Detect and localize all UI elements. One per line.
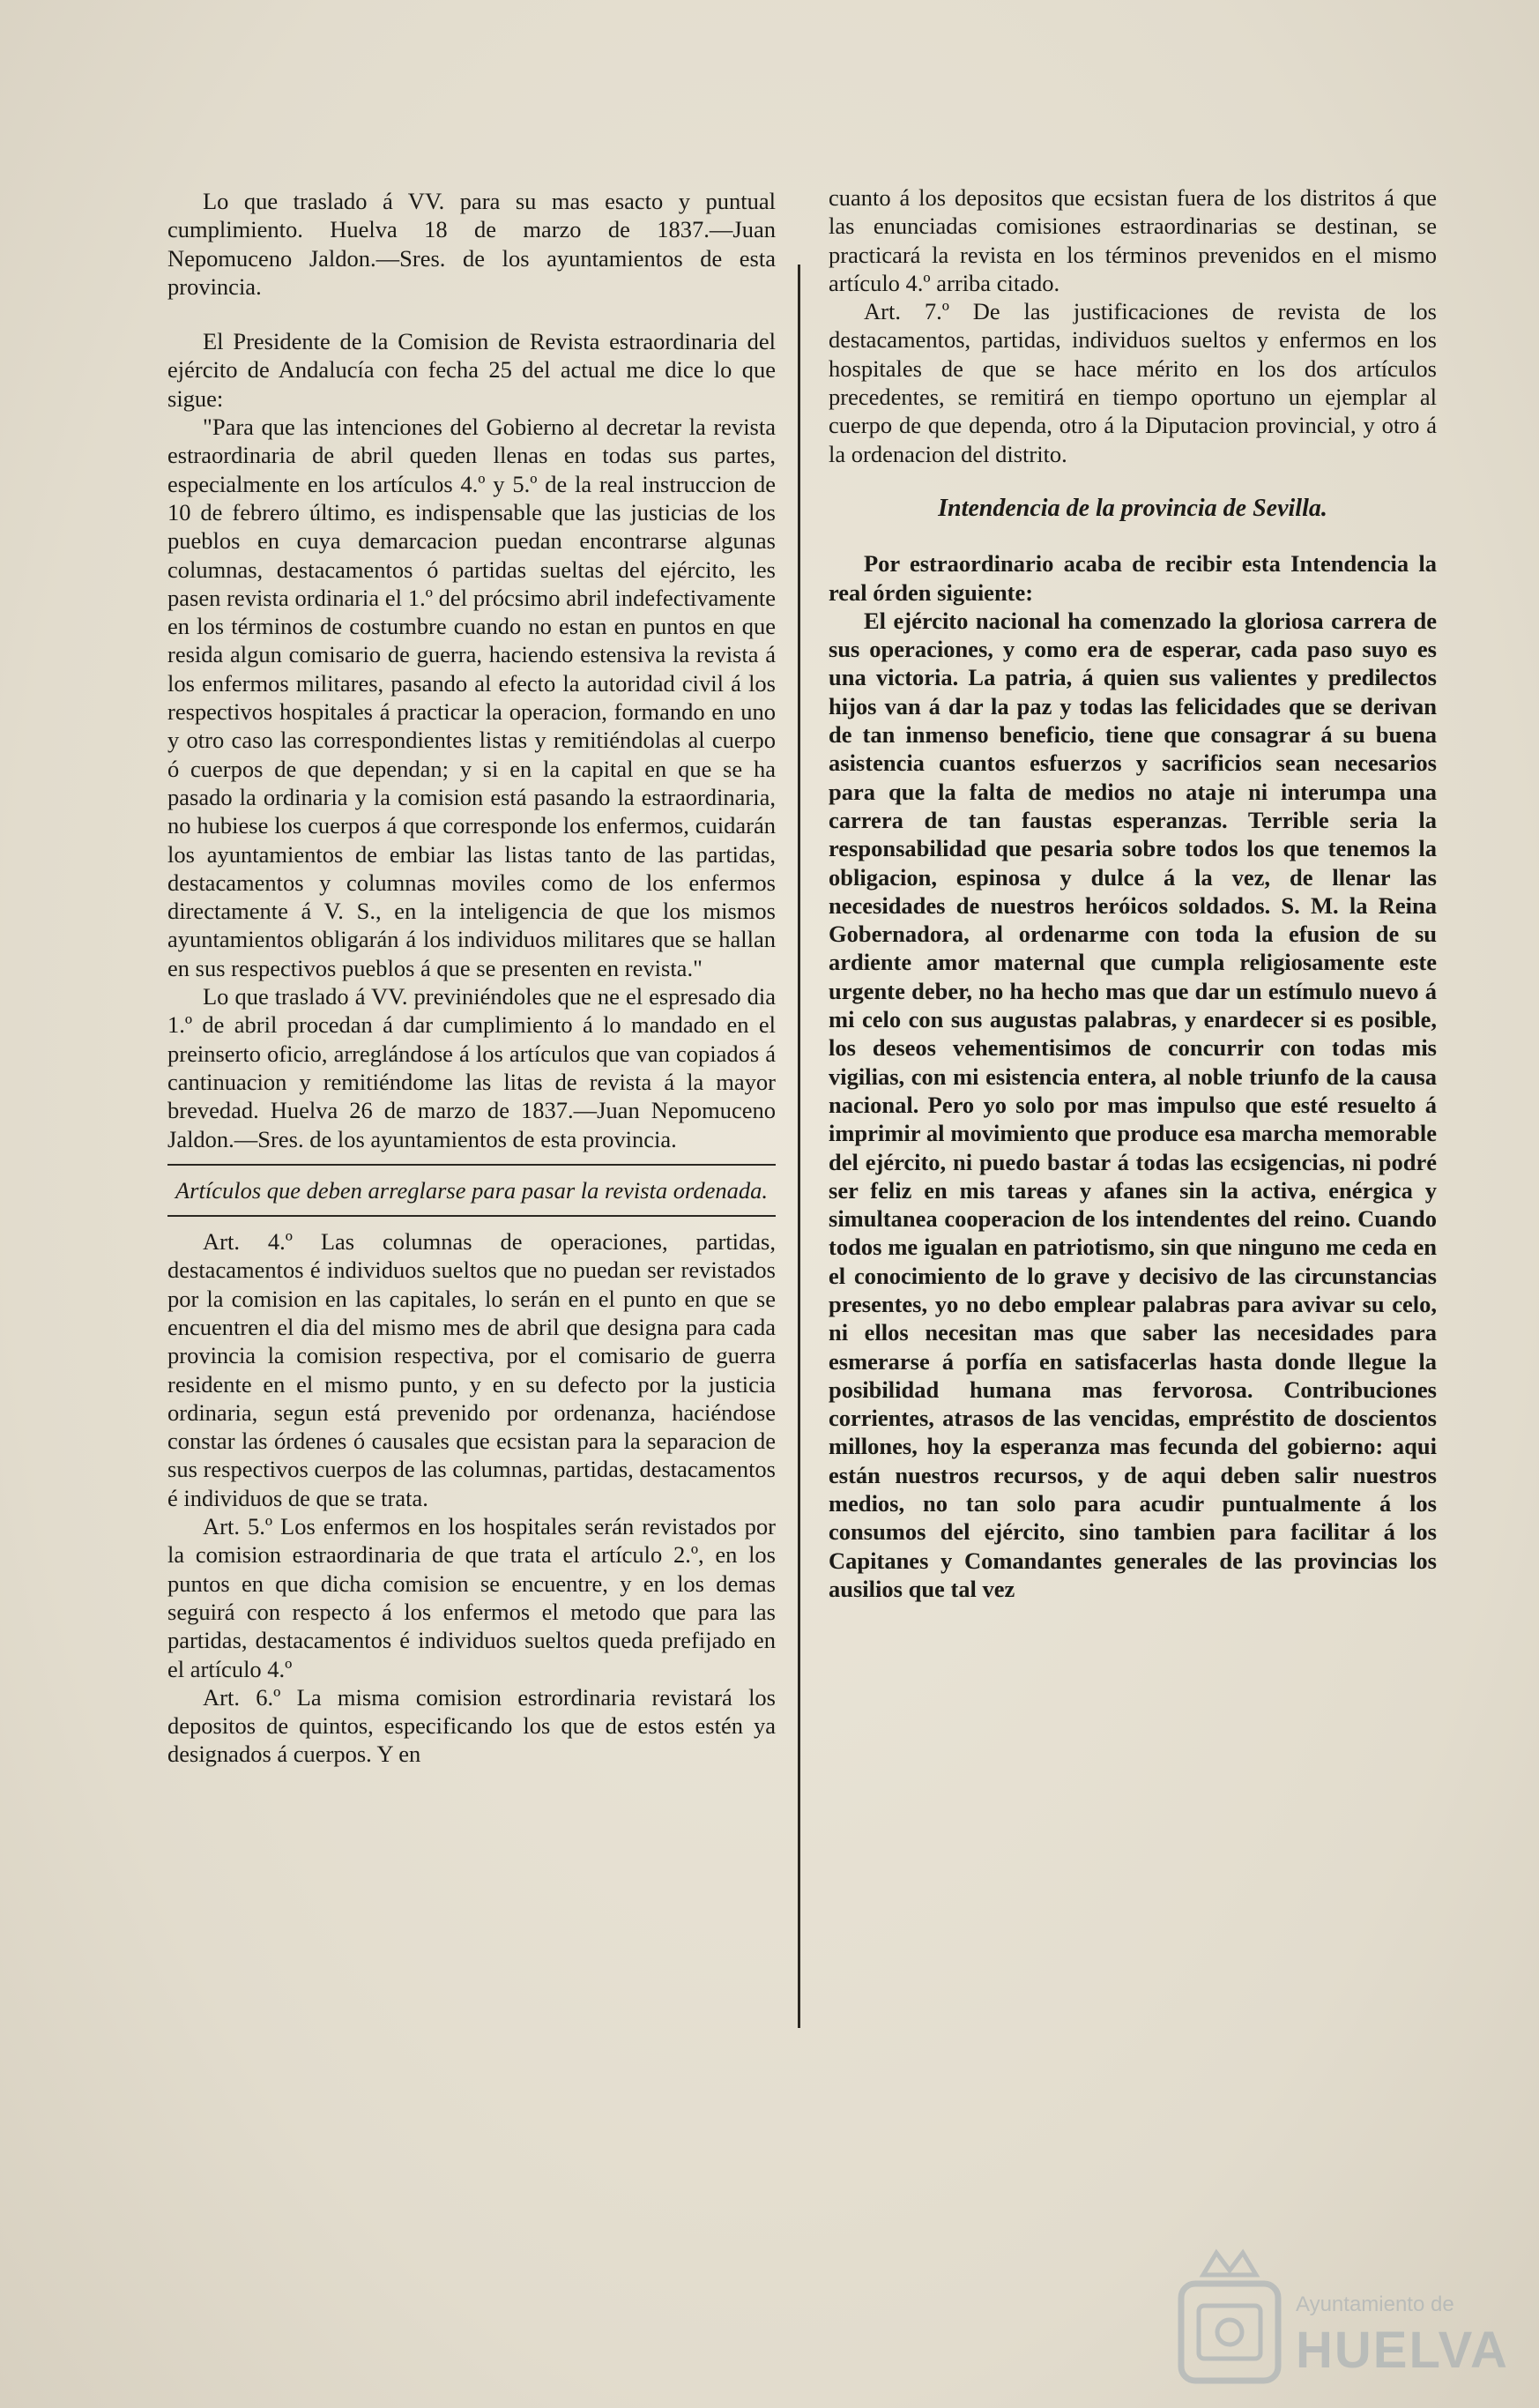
watermark: [1164, 2240, 1516, 2389]
article-5: Art. 5.º Los enfermos en los hospitales serán revistados por la comision estraordinaria de que trata el artículo 2.º, en los puntos en que dicha comision se encuentre, y en los demas seguirá con respecto á los enfermos el metodo que para las partidas, destacamentos é individuos sueltos queda prefijado en el artículo 4.º: [167, 1513, 776, 1682]
right-column: [829, 183, 1437, 1603]
huelva-crest-icon: [1164, 2240, 1296, 2389]
article-7: Art. 7.º De las justificaciones de revista de los destacamentos, partidas, individuos sueltos y enfermos en los hospitales de que se hace mérito en los dos artículos precedentes, se remitirá en tiempo oportuno un ejemplar al cuerpo de que dependa, otro á la Diputacion provincial, y otro á la ordenacion del distrito.: [829, 298, 1437, 467]
left-column: [167, 187, 776, 1769]
paragraph-traslado-1: Lo que traslado á VV. para su mas esacto y puntual cumplimiento. Huelva 18 de marzo de 1837.—Juan Nepomuceno Jaldon.—Sres. de los ayuntamientos de esta provincia.: [167, 188, 776, 300]
paragraph-real-orden: El ejército nacional ha comenzado la gloriosa carrera de sus operaciones, y como era de esperar, cada paso suyo es una victoria. La patria, á quien sus valientes y predilectos hijos van á dar la paz y todas las felicidades que se derivan de tan inmenso beneficio, tiene que consagrar á su buena asistencia cuantos esfuerzos y sacrificios sean necesarios para que la falta de medios no ataje ni interumpa una carrera de tan faustas esperanzas. Terrible seria la responsabilidad que pesaria sobre todos los que tenemos la obligacion, espinosa y dulce á la vez, de llenar las necesidades de nuestros heróicos soldados. S. M. la Reina Gobernadora, al ordenarme con toda la efusion de su ardiente amor maternal que cumpla religiosamente este urgente deber, no ha hecho mas que dar un estímulo nuevo á mi celo con sus augustas palabras, y enardecer si es posible, los deseos vehementisimos de concurrir con todas mis vigilias, con mi esistencia entera, al noble triunfo de la causa nacional. Pero yo solo por mas impulso que esté resuelto á imprimir al movimiento que produce esa marcha memorable del ejército, ni puedo bastar á todas las ecsigencias, ni podré ser feliz en mis tareas y afanes sin la activa, enérgica y simultanea cooperacion de los intendentes del reino. Cuando todos me igualan en patriotismo, sin que ninguno me ceda en el conocimiento de lo grave y decisivo de las circunstancias presentes, yo no debo emplear palabras para avivar su celo, ni ellos necesitan mas que saber las necesidades para esmerarse á porfía en satisfacerlas hasta donde llegue la posibilidad humana mas fervorosa. Contribuciones corrientes, atrasos de las vencidas, empréstito de doscientos millones, hoy la esperanza mas fecunda del gobierno: aqui están nuestros recursos, y de aqui deben salir nuestros medios, no tan solo para acudir puntualmente á los consumos del ejército, sino tambien para facilitar á los Capitanes y Comandantes generales de las provincias los ausilios que tal vez: [829, 607, 1437, 1602]
article-6: Art. 6.º La misma comision estrordinaria revistará los depositos de quintos, especificando los que de estos estén ya designados á cuerpos. Y en: [167, 1683, 776, 1768]
section-heading-articulos: Artículos que deben arreglarse para pasar la revista ordenada.: [175, 1176, 768, 1204]
section-divider: [167, 1164, 776, 1166]
section-heading-intendencia: Intendencia de la provincia de Sevilla.: [938, 494, 1327, 522]
watermark-line-2: HUELVA: [1296, 2322, 1509, 2379]
section-divider: [167, 1215, 776, 1217]
column-rule: [798, 265, 800, 2028]
paragraph-presidente: El Presidente de la Comision de Revista estraordinaria del ejército de Andalucía con fecha 25 del actual me dice lo que sigue:: [167, 328, 776, 412]
watermark-line-1: Ayuntamiento de: [1296, 2292, 1454, 2316]
paragraph-intro: Por estraordinario acaba de recibir esta Intendencia la real órden siguiente:: [829, 550, 1437, 606]
paragraph-quote: "Para que las intenciones del Gobierno al decretar la revista estraordinaria de abril queden llenas en todas sus partes, especialmente en los artículos 4.º y 5.º de la real instruccion de 10 de febrero último, es indispensable que las justicias de los pueblos en cuya demarcacion puedan encontrarse algunas columnas, destacamentos ó partidas sueltas del ejército, les pasen revista ordinaria el 1.º del prócsimo abril indefectivamente en los términos de costumbre cuando no estan en puntos en que resida algun comisario de guerra, haciendo estensiva la revista á los enfermos militares, pasando al efecto la autoridad civil á los respectivos hospitales á practicar la operacion, formando en uno y otro caso las correspondientes listas y remitiéndolas al cuerpo ó cuerpos de que dependan; y si en la capital en que se ha pasado la ordinaria y la comision está pasando la estraordinaria, no hubiese los cuerpos á que corresponde los enfermos, cuidarán los ayuntamientos de embiar las listas tanto de las partidas, destacamentos y columnas moviles como de los enfermos directamente á V. S., en la inteligencia de que los mismos ayuntamientos obligarán á los individuos militares que se hallan en sus respectivos pueblos á que se presenten en revista.": [167, 414, 776, 981]
article-4: Art. 4.º Las columnas de operaciones, partidas, destacamentos é individuos sueltos que no puedan ser revistados por la comision en las capitales, lo serán en el punto en que se encuentren el dia del mismo mes de abril que designa para cada provincia la comision respectiva, por el comisario de guerra residente en el mismo punto, y en su defecto por la justicia ordinaria, segun está prevenido por ordenanza, haciéndose constar las órdenes ó causales que ecsistan para la separacion de sus respectivos cuerpos de las columnas, partidas, destacamentos é individuos de que se trata.: [167, 1228, 776, 1511]
paragraph-traslado-2: Lo que traslado á VV. previniéndoles que ne el espresado dia 1.º de abril procedan á dar cumplimiento á lo mandado en el preinserto oficio, arreglándose á los artículos que van copiados á cantinuacion y remitiéndome las litas de revista á la mayor brevedad. Huelva 26 de marzo de 1837.—Juan Nepomuceno Jaldon.—Sres. de los ayuntamientos de esta provincia.: [167, 983, 776, 1152]
paragraph-continuation: cuanto á los depositos que ecsistan fuera de los distritos á que las enunciadas comisiones estraordinarias se destinan, se practicará la revista en los términos prevenidos en el mismo artículo 4.º arriba citado.: [829, 184, 1437, 296]
